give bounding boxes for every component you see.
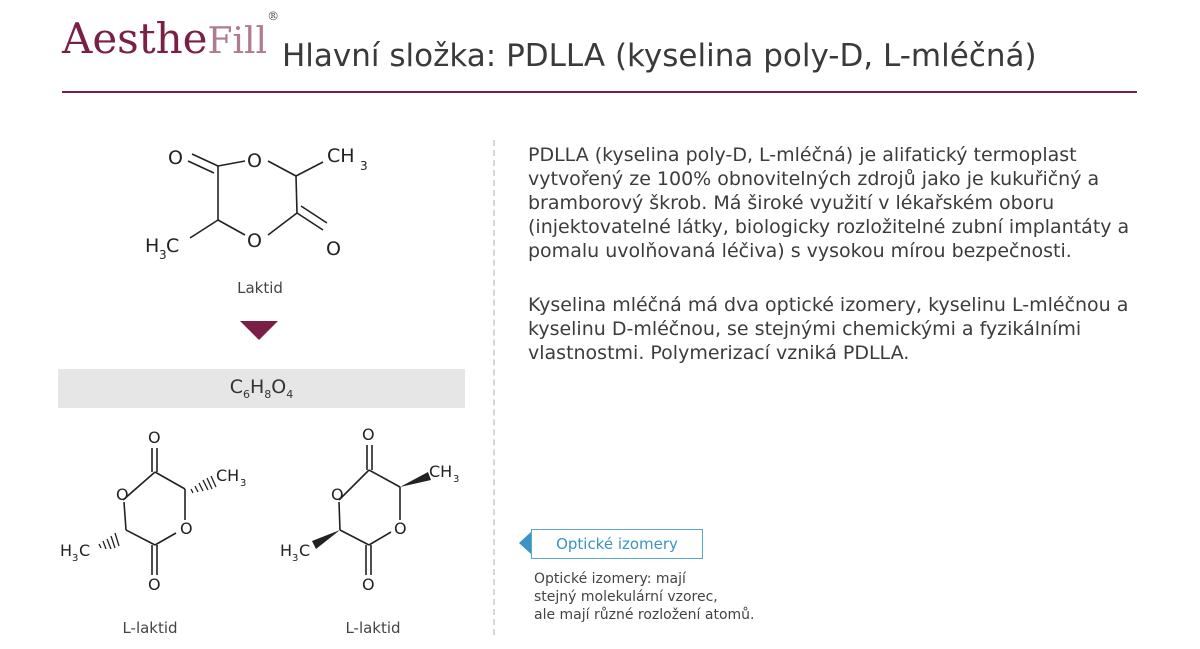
methyl-subscript: 3 xyxy=(240,478,247,489)
atom-oxygen: O xyxy=(394,519,407,538)
atom-oxygen: O xyxy=(148,428,161,447)
atom-oxygen: O xyxy=(247,230,262,252)
methyl-label: CH xyxy=(216,466,240,485)
atom-oxygen: O xyxy=(148,575,161,594)
column-divider xyxy=(493,140,495,635)
brand-logo-part-b: Fill xyxy=(207,21,268,62)
tag-label: Optické izomery xyxy=(531,529,703,559)
atom-oxygen: O xyxy=(362,425,375,444)
down-arrow-icon xyxy=(240,321,278,340)
methyl-label: CH xyxy=(429,462,453,481)
methyl-left-h: H xyxy=(280,541,293,560)
atom-oxygen: O xyxy=(326,238,341,260)
methyl-subscript: 3 xyxy=(360,159,368,173)
methyl-left-subscript: 3 xyxy=(159,248,167,262)
formula-bar xyxy=(58,369,465,408)
atom-oxygen: O xyxy=(116,485,129,504)
atom-oxygen: O xyxy=(362,575,375,594)
methyl-left-h: H xyxy=(145,235,160,257)
note-line: stejný molekulární vzorec, xyxy=(534,589,718,605)
lactide-label: Laktid xyxy=(237,279,283,297)
methyl-subscript: 3 xyxy=(453,474,460,485)
methyl-left-c: C xyxy=(299,541,311,560)
description-paragraph-2: Kyselina mléčná má dva optické izomery, kyselinu L-mléčnou a kyselinu D-mléčnou, se stejnými chemickými a fyzikálními vlastnostmi. Polymerizací vzniká PDLLA. xyxy=(528,294,1129,364)
methyl-left-c: C xyxy=(166,235,180,257)
molecular-formula: $C_6H_8O_4$ xyxy=(229,376,294,401)
brand-logo-part-a: Aesthe xyxy=(62,14,208,63)
methyl-label: CH xyxy=(327,145,355,167)
methyl-left-subscript: 3 xyxy=(292,553,299,564)
isomer-left-label: L-laktid xyxy=(122,619,178,637)
atom-oxygen: O xyxy=(168,147,183,169)
optical-isomers-note xyxy=(534,570,834,624)
page-title: Hlavní složka: PDLLA (kyselina poly-D, L-mléčná) xyxy=(282,38,1037,74)
tag-pointer-icon xyxy=(519,532,531,554)
registered-mark: ® xyxy=(267,9,280,23)
methyl-left-h: H xyxy=(60,541,73,560)
atom-oxygen: O xyxy=(331,485,344,504)
note-line: Optické izomery: mají xyxy=(534,571,686,587)
isomer-right-label: L-laktid xyxy=(345,619,401,637)
atom-oxygen: O xyxy=(247,150,262,172)
atom-oxygen: O xyxy=(180,519,193,538)
methyl-left-c: C xyxy=(79,541,91,560)
methyl-left-subscript: 3 xyxy=(72,553,79,564)
note-line: ale mají různé rozložení atomů. xyxy=(534,607,755,623)
description-paragraph-1: PDLLA (kyselina poly-D, L-mléčná) je alifatický termoplast vytvořený ze 100% obnovitelných zdrojů jako je kukuřičný a bramborový škrob. Má široké využití v lékařském oboru (injektovatelné látky, biologicky rozložitelné zubní implantáty a pomalu uvolňovaná léčiva) s vysokou mírou bezpečnosti. xyxy=(528,144,1130,262)
